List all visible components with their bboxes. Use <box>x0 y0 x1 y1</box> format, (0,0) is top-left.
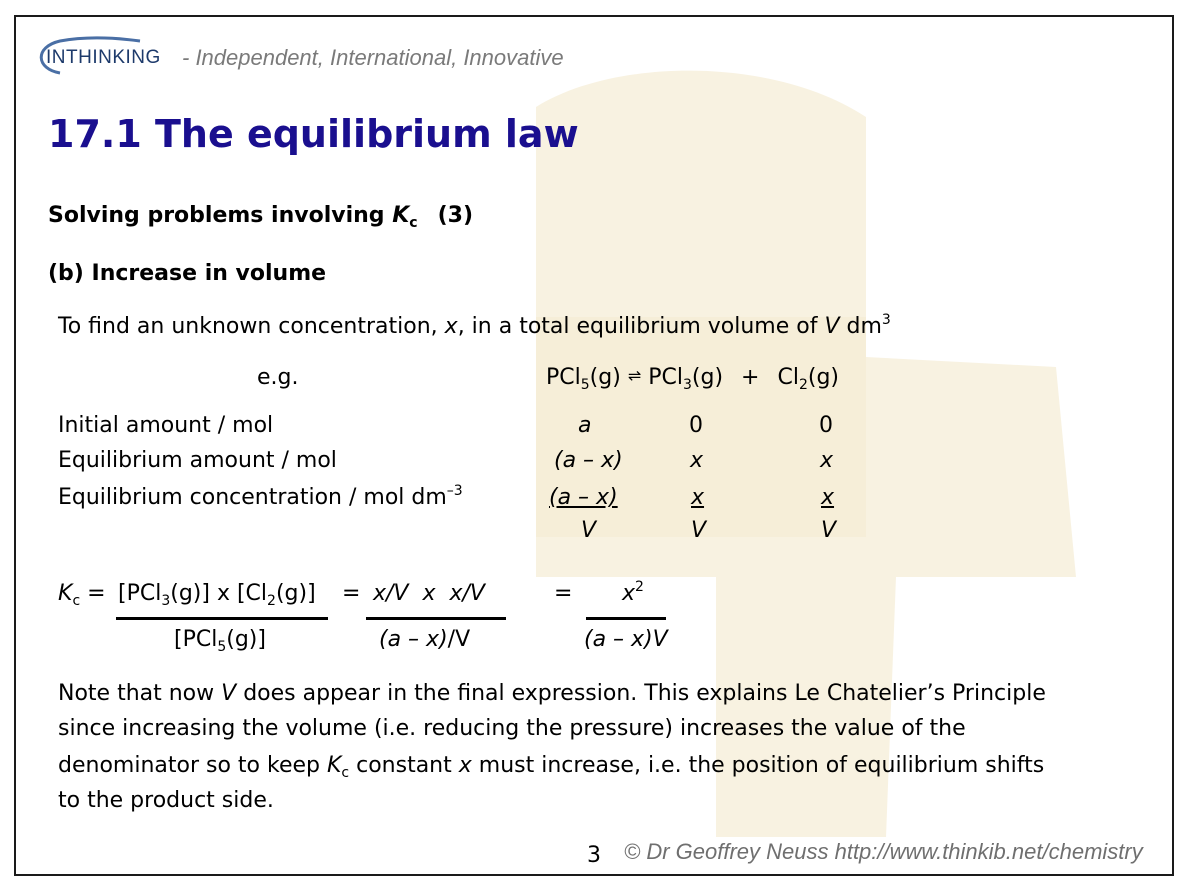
fraction-bar-1 <box>116 617 328 620</box>
cell-initial-product2: 0 <box>819 413 833 438</box>
equals-2: = <box>342 581 361 606</box>
slide <box>14 15 1174 876</box>
kc-numerator-3: $x^2$ <box>622 579 644 606</box>
row-label-equilibrium-amount: Equilibrium amount / mol <box>58 448 337 473</box>
subtitle: Solving problems involving $K_c$ (3) <box>48 203 473 231</box>
kc-denominator-2: (a – x)/V <box>379 627 471 652</box>
cell-eq-conc-product2-num: x <box>821 485 835 510</box>
cell-eq-conc-product1-num: x <box>691 485 705 510</box>
cell-eq-amount-product1: x <box>690 448 704 473</box>
row-label-initial: Initial amount / mol <box>58 413 274 438</box>
section-heading: (b) Increase in volume <box>48 261 327 286</box>
cell-eq-amount-product2: x <box>820 448 834 473</box>
cell-eq-conc-reactant-num: (a – x) <box>549 485 618 510</box>
kc-denominator-3: (a – x)V <box>584 627 668 652</box>
equilibrium-arrow-icon: ⇌ <box>627 366 642 385</box>
kc-symbol: $K_c$ = <box>58 581 106 609</box>
note-line-4: to the product side. <box>58 788 274 813</box>
equals-3: = <box>554 581 573 606</box>
kc-numerator-2: x/V x x/V <box>373 581 485 606</box>
note-line-2: since increasing the volume (i.e. reducing the pressure) increases the value of the <box>58 716 966 741</box>
note-line-1: Note that now V does appear in the final expression. This explains Le Chatelier’s Principle <box>58 681 1046 706</box>
tagline: - Independent, International, Innovative <box>182 45 564 70</box>
page-number: 3 <box>587 843 601 868</box>
chemical-equation: PCl$_5$(g) ⇌ $PCl_3(g) + Cl_2(g)$ <box>546 365 840 393</box>
intro-text: To find an unknown concentration, x, in a total equilibrium volume of V $dm^3$ <box>58 312 891 339</box>
fraction-bar-2 <box>366 617 506 620</box>
cell-eq-conc-product1-den: V <box>691 518 707 543</box>
cell-initial-product1: 0 <box>689 413 703 438</box>
copyright: © Dr Geoffrey Neuss http://www.thinkib.net/chemistry <box>624 839 1143 864</box>
fraction-bar-3 <box>586 617 666 620</box>
cell-initial-reactant: a <box>578 413 592 438</box>
cell-eq-conc-reactant-den: V <box>581 518 597 543</box>
note-line-3: denominator so to keep $K_c$ constant x must increase, i.e. the position of equilibrium shifts <box>58 753 1045 781</box>
kc-denominator-1: [PCl$_5$(g)] <box>174 627 266 655</box>
cell-eq-amount-reactant: (a – x) <box>554 448 623 473</box>
kc-numerator-1: [PCl$_3$(g)] x $[Cl_2(g)]$ <box>118 581 316 609</box>
page-title: 17.1 The equilibrium law <box>48 112 579 156</box>
row-label-equilibrium-concentration: Equilibrium concentration / mol $dm^{-3}$ <box>58 483 463 510</box>
eg-label: e.g. <box>257 365 299 390</box>
cell-eq-conc-product2-den: V <box>821 518 837 543</box>
logo-text: INTHINKING <box>46 47 161 68</box>
